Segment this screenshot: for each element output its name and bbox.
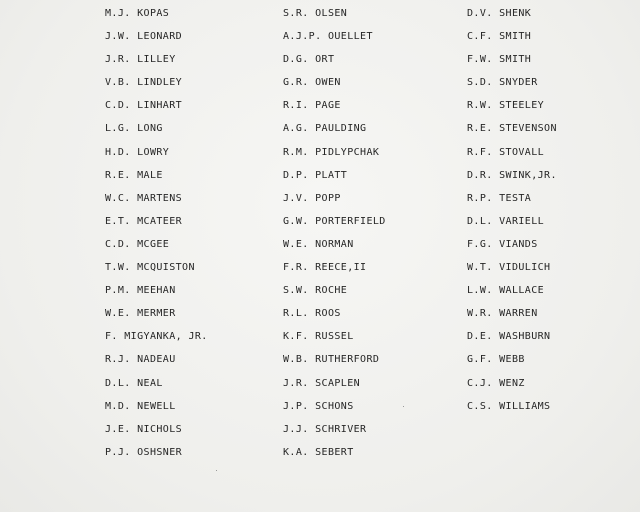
name-entry: J.P. SCHONS bbox=[283, 400, 354, 412]
name-entry: R.P. TESTA bbox=[467, 192, 532, 204]
name-entry: J.E. NICHOLS bbox=[105, 423, 183, 435]
name-entry: A.J.P. OUELLET bbox=[283, 31, 373, 43]
name-entry: C.D. LINHART bbox=[105, 100, 183, 112]
name-entry: R.J. NADEAU bbox=[105, 354, 176, 366]
name-entry: R.F. STOVALL bbox=[467, 146, 545, 158]
name-entry: M.J. KOPAS bbox=[105, 8, 170, 19]
name-entry: G.R. OWEN bbox=[283, 77, 341, 89]
name-entry: J.J. SCHRIVER bbox=[283, 423, 367, 435]
name-entry: J.V. POPP bbox=[283, 192, 341, 204]
name-column-2 bbox=[283, 6, 386, 468]
name-entry: W.R. WARREN bbox=[467, 308, 538, 320]
name-entry: E.T. MCATEER bbox=[105, 215, 183, 227]
name-entry: D.G. ORT bbox=[283, 54, 335, 66]
name-entry: J.R. SCAPLEN bbox=[283, 377, 361, 389]
name-entry: K.F. RUSSEL bbox=[283, 331, 354, 343]
name-entry: W.C. MARTENS bbox=[105, 192, 183, 204]
scan-speck bbox=[216, 470, 217, 471]
name-entry: P.M. MEEHAN bbox=[105, 285, 176, 297]
name-entry: W.E. MERMER bbox=[105, 308, 176, 320]
name-entry: J.R. LILLEY bbox=[105, 54, 176, 66]
name-entry: S.D. SNYDER bbox=[467, 77, 538, 89]
name-entry: W.T. VIDULICH bbox=[467, 262, 551, 274]
name-entry: R.W. STEELEY bbox=[467, 100, 545, 112]
name-entry: C.J. WENZ bbox=[467, 377, 525, 389]
name-entry: D.R. SWINK,JR. bbox=[467, 169, 557, 181]
name-entry: W.E. NORMAN bbox=[283, 238, 354, 250]
name-entry: T.W. MCQUISTON bbox=[105, 262, 195, 274]
name-entry: S.W. ROCHE bbox=[283, 285, 348, 297]
name-entry: F.R. REECE,II bbox=[283, 262, 367, 274]
name-entry: D.L. VARIELL bbox=[467, 215, 545, 227]
name-entry: D.E. WASHBURN bbox=[467, 331, 551, 343]
name-entry: A.G. PAULDING bbox=[283, 123, 367, 135]
name-entry: D.V. SHENK bbox=[467, 8, 532, 19]
name-entry: D.L. NEAL bbox=[105, 377, 163, 389]
name-entry: C.S. WILLIAMS bbox=[467, 400, 551, 412]
name-entry: R.E. MALE bbox=[105, 169, 163, 181]
scan-speck bbox=[403, 406, 404, 407]
name-entry: V.B. LINDLEY bbox=[105, 77, 183, 89]
name-entry: R.L. ROOS bbox=[283, 308, 341, 320]
name-entry: F.G. VIANDS bbox=[467, 238, 538, 250]
name-column-3 bbox=[467, 6, 557, 422]
name-entry: F.W. SMITH bbox=[467, 54, 532, 66]
name-entry: R.M. PIDLYPCHAK bbox=[283, 146, 380, 158]
name-entry: C.D. MCGEE bbox=[105, 238, 170, 250]
name-entry: K.A. SEBERT bbox=[283, 446, 354, 458]
name-entry: L.W. WALLACE bbox=[467, 285, 545, 297]
name-entry: P.J. OSHSNER bbox=[105, 446, 183, 458]
name-entry: R.I. PAGE bbox=[283, 100, 341, 112]
name-entry: R.E. STEVENSON bbox=[467, 123, 557, 135]
name-entry: W.B. RUTHERFORD bbox=[283, 354, 380, 366]
name-entry: G.F. WEBB bbox=[467, 354, 525, 366]
name-column-1 bbox=[105, 6, 208, 468]
name-entry: H.D. LOWRY bbox=[105, 146, 170, 158]
name-entry: G.W. PORTERFIELD bbox=[283, 215, 386, 227]
name-entry: L.G. LONG bbox=[105, 123, 163, 135]
name-entry: D.P. PLATT bbox=[283, 169, 348, 181]
name-entry: C.F. SMITH bbox=[467, 31, 532, 43]
name-entry: M.D. NEWELL bbox=[105, 400, 176, 412]
name-entry: S.R. OLSEN bbox=[283, 8, 348, 19]
name-entry: J.W. LEONARD bbox=[105, 31, 183, 43]
name-entry: F. MIGYANKA, JR. bbox=[105, 331, 208, 343]
